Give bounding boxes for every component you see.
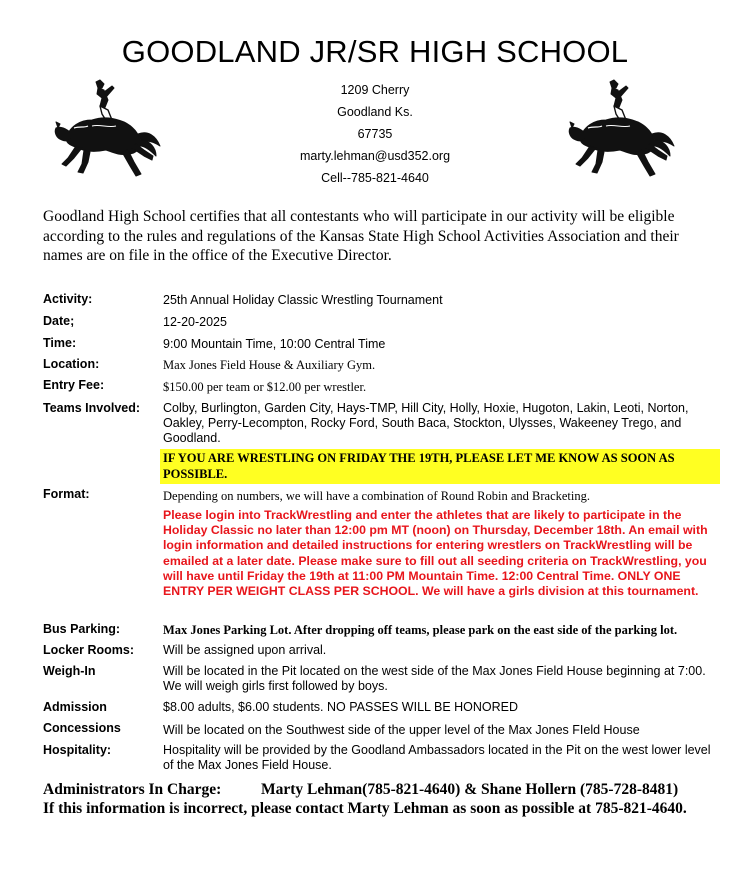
activity-value: 25th Annual Holiday Classic Wrestling Tournament [163, 293, 443, 307]
address-zip: 67735 [357, 127, 393, 141]
weigh-in-label: Weigh-In [43, 664, 96, 678]
entry-fee-label: Entry Fee: [43, 378, 105, 392]
bus-parking-value: Max Jones Parking Lot. After dropping off teams, please park on the east side of the parking lot. [163, 623, 678, 637]
admission-label: Admission [43, 700, 107, 714]
weigh-in-value: Will be located in the Pit located on the west side of the Max Jones Field House beginning at 7:00. We will weigh girls first followed by boys. [163, 664, 706, 693]
address-city: Goodland Ks. [337, 105, 413, 119]
bus-parking-label: Bus Parking: [43, 622, 121, 636]
locker-rooms-value: Will be assigned upon arrival. [163, 643, 327, 657]
concessions-value: Will be located on the Southwest side of the upper level of the Max Jones FIeld House [163, 723, 640, 737]
location-label: Location: [43, 357, 100, 371]
friday-notice: IF YOU ARE WRESTLING ON FRIDAY THE 19TH, PLEASE LET ME KNOW AS SOON AS POSSIBLE. [163, 451, 675, 481]
locker-rooms-label: Locker Rooms: [43, 643, 134, 657]
certification-paragraph: Goodland High School certifies that all contestants who will participate in our activity will be eligible according to the rules and regulations of the Kansas State High School Activities Association and their names are on file in the office of the Executive Director. [43, 208, 679, 264]
location-value: Max Jones Field House & Auxiliary Gym. [163, 358, 376, 372]
concessions-label: Concessions [43, 721, 121, 735]
teams-label: Teams Involved: [43, 401, 141, 415]
address-email: marty.lehman@usd352.org [299, 149, 451, 163]
time-value: 9:00 Mountain Time, 10:00 Central Time [163, 337, 386, 351]
teams-value: Colby, Burlington, Garden City, Hays-TMP, Hill City, Holly, Hoxie, Hugoton, Lakin, Leoti, Norton, Oakley, Perry-Lecompton, Rocky Ford, South Baca, Stockton, Ulysses, Wakeeney Trego, and Goodland. [163, 401, 689, 445]
address-street: 1209 Cherry [340, 83, 410, 97]
address-cell: Cell--785-821-4640 [321, 171, 429, 185]
format-value: Depending on numbers, we will have a combination of Round Robin and Bracketing. [163, 489, 590, 503]
hospitality-label: Hospitality: [43, 743, 112, 757]
hospitality-value: Hospitality will be provided by the Goodland Ambassadors located in the Pit on the west lower level of the Max Jones Field House. [163, 743, 711, 772]
date-value: 12-20-2025 [163, 315, 227, 329]
bucking-bronco-icon [566, 76, 676, 186]
administrators-line [43, 780, 733, 800]
administrators-names: Marty Lehman(785-821-4640) & Shane Hollern (785-728-8481) [261, 781, 679, 798]
admission-value: $8.00 adults, $6.00 students. NO PASSES WILL BE HONORED [163, 700, 519, 714]
activity-label: Activity: [43, 292, 93, 306]
incorrect-info-notice: If this information is incorrect, please contact Marty Lehman as soon as possible at 785-821-4640. [43, 800, 687, 817]
address-block [275, 79, 475, 189]
school-name: GOODLAND JR/SR HIGH SCHOOL [121, 34, 629, 69]
time-label: Time: [43, 336, 77, 350]
bucking-bronco-icon [52, 76, 162, 186]
date-label: Date; [43, 314, 75, 328]
trackwrestling-notice: Please login into TrackWrestling and enter the athletes that are likely to participate in the Holiday Classic no later than 12:00 pm MT (noon) on Thursday, December 18th. An email with login information and detailed instructions for entering wrestlers on TrackWrestling will be emailed at a later date. Please make sure to fill out all seeding criteria on TrackWrestling, you will have until Friday the 19th at 11:00 PM Mountain Time. 12:00 Central Time. ONLY ONE ENTRY PER WEIGHT CLASS PER SCHOOL. We will have a girls division at this tournament. [163, 508, 708, 599]
entry-fee-value: $150.00 per team or $12.00 per wrestler. [163, 380, 367, 394]
administrators-label: Administrators In Charge: [43, 781, 222, 798]
format-label: Format: [43, 487, 90, 501]
